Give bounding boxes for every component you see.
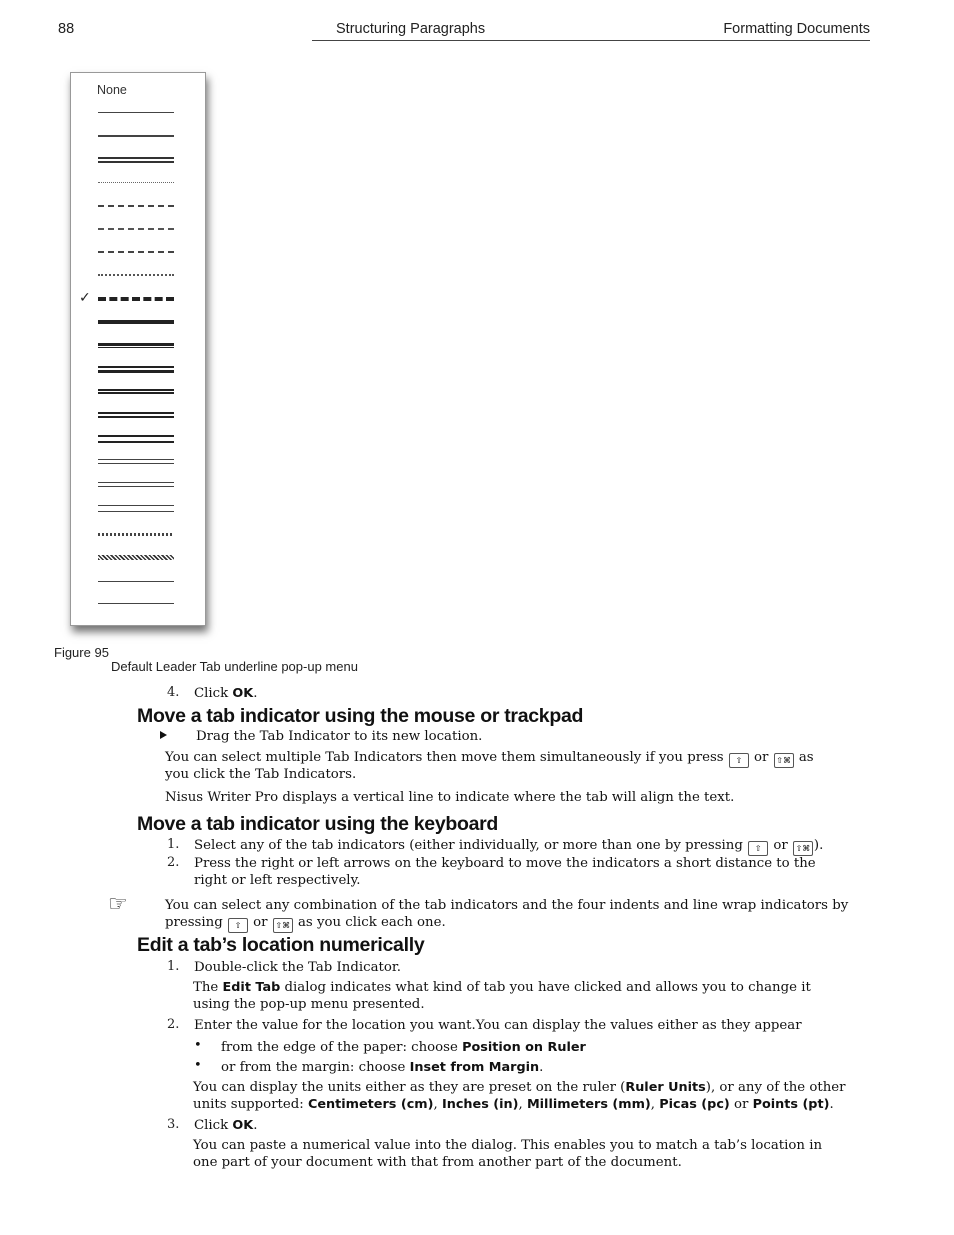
menu-item-single-thin bbox=[98, 112, 174, 113]
figure-caption: Default Leader Tab underline pop-up menu bbox=[111, 659, 358, 674]
bold-term: Inset from Margin bbox=[409, 1060, 540, 1075]
text-run: . bbox=[253, 686, 258, 701]
option-position-on-ruler bbox=[221, 1039, 586, 1056]
menu-item-dash-small bbox=[98, 228, 174, 230]
edit-tab-paragraph-line1 bbox=[193, 979, 811, 996]
text-run: or bbox=[769, 838, 792, 853]
bold-term: Inches (in) bbox=[441, 1097, 519, 1112]
note-line2 bbox=[165, 914, 446, 933]
menu-item-line-b bbox=[98, 603, 174, 604]
page-number: 88 bbox=[58, 21, 75, 37]
text-run: , bbox=[433, 1097, 442, 1112]
shift-key-icon: ⇧ bbox=[748, 841, 768, 856]
units-paragraph-line1 bbox=[193, 1079, 846, 1096]
text-run: units supported: bbox=[193, 1097, 308, 1112]
num-step-1-number: 1. bbox=[167, 959, 180, 974]
text-run: . bbox=[253, 1118, 258, 1133]
underline-popup-menu bbox=[70, 72, 206, 626]
num-step-2-text: Enter the value for the location you want.You can display the values either as they appear bbox=[194, 1018, 802, 1033]
menu-item-none: None bbox=[97, 83, 127, 97]
paste-paragraph-line1: You can paste a numerical value into the dialog. This enables you to match a tab’s location in bbox=[193, 1138, 823, 1153]
edit-tab-paragraph-line2: using the pop-up menu presented. bbox=[193, 997, 425, 1012]
menu-item-thick-thin bbox=[98, 343, 174, 348]
units-paragraph-line2 bbox=[193, 1096, 834, 1113]
heading-numerically: Edit a tab’s location numerically bbox=[137, 934, 425, 956]
text-run: You can select multiple Tab Indicators then move them simultaneously if you press bbox=[165, 750, 728, 765]
shift-command-key-icon: ⇧⌘ bbox=[774, 753, 794, 768]
menu-item-dash-dot-dot bbox=[98, 274, 174, 276]
menu-item-thick bbox=[98, 320, 174, 324]
multi-select-paragraph-line2: you click the Tab Indicators. bbox=[165, 767, 357, 782]
bold-term: Centimeters (cm) bbox=[307, 1097, 434, 1112]
menu-item-thick-dashed-selected bbox=[98, 297, 174, 301]
text-run: You can display the units either as they are preset on the ruler ( bbox=[193, 1080, 626, 1095]
menu-item-double-thin bbox=[98, 482, 174, 487]
text-run: , bbox=[518, 1097, 527, 1112]
text-run: or from the margin: choose bbox=[221, 1060, 410, 1075]
text-run: Select any of the tab indicators (either individually, or more than one by pressing bbox=[194, 838, 748, 853]
text-run: The bbox=[193, 980, 223, 995]
running-header-chapter: Formatting Documents bbox=[723, 21, 870, 37]
bold-term: Edit Tab bbox=[222, 980, 281, 995]
text-run: , bbox=[650, 1097, 660, 1112]
bold-term: OK bbox=[232, 686, 254, 701]
bold-term: Picas (pc) bbox=[659, 1097, 730, 1112]
bullet-dot: • bbox=[194, 1058, 202, 1073]
text-run: as you click each one. bbox=[293, 915, 446, 930]
kb-step-1-number: 1. bbox=[167, 837, 180, 852]
heading-mouse-trackpad: Move a tab indicator using the mouse or trackpad bbox=[137, 705, 584, 727]
paste-paragraph-line2: one part of your document with that from another part of the document. bbox=[193, 1155, 682, 1170]
vertical-line-paragraph: Nisus Writer Pro displays a vertical line to indicate where the tab will align the text. bbox=[165, 790, 735, 805]
menu-item-dotted bbox=[98, 182, 174, 183]
bold-term: Millimeters (mm) bbox=[526, 1097, 651, 1112]
figure-label: Figure 95 bbox=[54, 645, 109, 660]
option-inset-from-margin bbox=[221, 1059, 543, 1076]
kb-step-2-number: 2. bbox=[167, 855, 180, 870]
text-run: as bbox=[794, 750, 814, 765]
pointing-hand-note-icon: ☞ bbox=[108, 892, 128, 917]
note-line1: You can select any combination of the tab indicators and the four indents and line wrap indicators by bbox=[165, 898, 849, 913]
menu-item-triple bbox=[98, 435, 174, 443]
text-run: or bbox=[248, 915, 272, 930]
bold-term: Ruler Units bbox=[625, 1080, 706, 1095]
text-run: Click bbox=[194, 686, 233, 701]
menu-item-dashed bbox=[98, 205, 174, 207]
shift-command-key-icon: ⇧⌘ bbox=[273, 918, 293, 933]
menu-item-dash-dot bbox=[98, 251, 174, 253]
kb-step-1-text bbox=[194, 837, 823, 856]
text-run: or bbox=[749, 750, 773, 765]
heading-keyboard: Move a tab indicator using the keyboard bbox=[137, 813, 499, 835]
text-run: pressing bbox=[165, 915, 227, 930]
header-rule bbox=[312, 40, 870, 41]
num-step-3-number: 3. bbox=[167, 1117, 180, 1132]
num-step-1-text: Double-click the Tab Indicator. bbox=[194, 960, 401, 975]
triangle-bullet-icon bbox=[160, 731, 167, 739]
menu-item-double-bold bbox=[98, 412, 174, 418]
menu-item-single bbox=[98, 135, 174, 137]
shift-key-icon: ⇧ bbox=[228, 918, 248, 933]
bold-term: Points (pt) bbox=[752, 1097, 830, 1112]
kb-step-2-line2: right or left respectively. bbox=[194, 873, 361, 888]
num-step-3-text bbox=[194, 1117, 257, 1134]
menu-item-wavy bbox=[98, 533, 174, 536]
shift-key-icon: ⇧ bbox=[729, 753, 749, 768]
running-header-section: Structuring Paragraphs bbox=[336, 21, 486, 37]
drag-instruction: Drag the Tab Indicator to its new location. bbox=[196, 729, 483, 744]
menu-item-double-heavy bbox=[98, 389, 174, 394]
menu-item-triple-thin bbox=[98, 505, 174, 512]
text-run: . bbox=[539, 1060, 544, 1075]
menu-item-double-wavy bbox=[98, 555, 174, 560]
text-run: dialog indicates what kind of tab you have clicked and allows you to change it bbox=[280, 980, 811, 995]
text-run: ), or any of the other bbox=[705, 1080, 846, 1095]
step-4-text bbox=[194, 685, 257, 702]
menu-item-double-gray bbox=[98, 459, 174, 464]
shift-command-key-icon: ⇧⌘ bbox=[793, 841, 813, 856]
text-run: . bbox=[829, 1097, 834, 1112]
bold-term: OK bbox=[232, 1118, 254, 1133]
bold-term: Position on Ruler bbox=[462, 1040, 586, 1055]
text-run: Click bbox=[194, 1118, 233, 1133]
menu-item-thin-thick bbox=[98, 366, 174, 373]
text-run: from the edge of the paper: choose bbox=[221, 1040, 463, 1055]
bullet-dot: • bbox=[194, 1038, 202, 1053]
text-run: ). bbox=[813, 838, 824, 853]
menu-item-double-thick bbox=[98, 157, 174, 163]
text-run: or bbox=[729, 1097, 753, 1112]
num-step-2-number: 2. bbox=[167, 1017, 180, 1032]
checkmark-icon: ✓ bbox=[79, 290, 91, 306]
menu-item-line-a bbox=[98, 581, 174, 582]
kb-step-2-line1: Press the right or left arrows on the keyboard to move the indicators a short distance to the bbox=[194, 856, 816, 871]
step-4-number: 4. bbox=[167, 685, 180, 700]
